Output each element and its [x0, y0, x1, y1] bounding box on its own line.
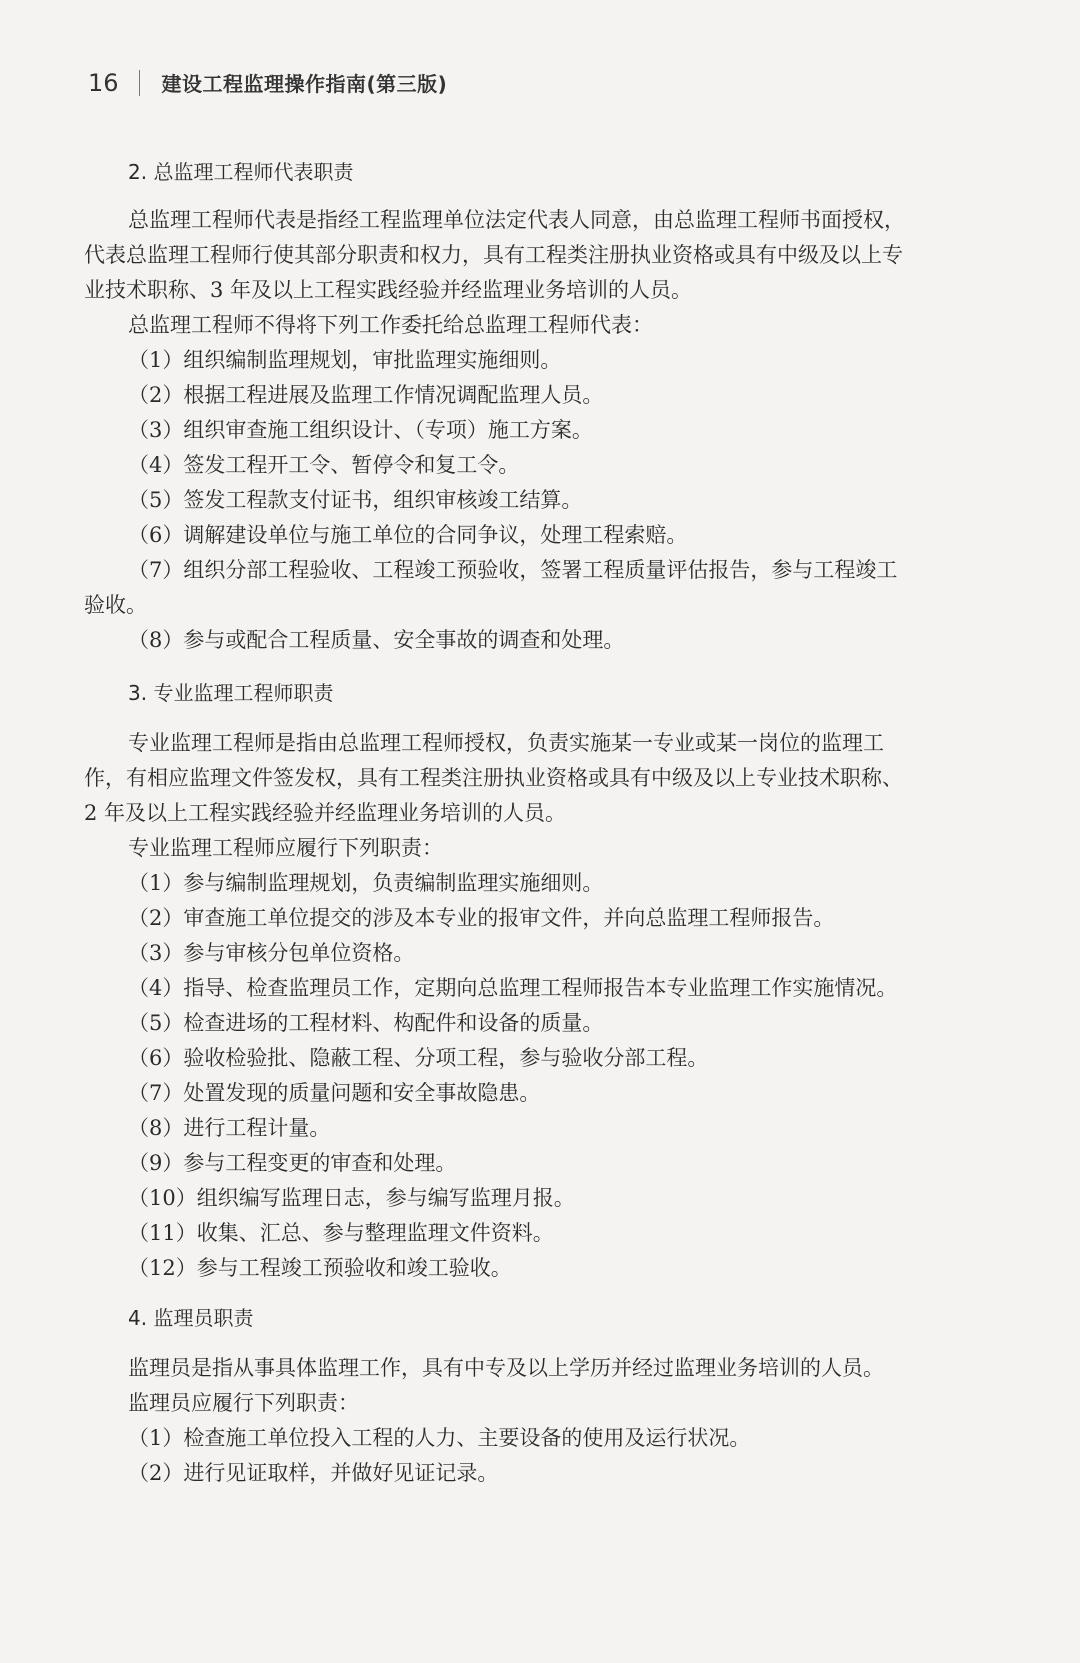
list-item: （11）收集、汇总、参与整理监理文件资料。 [128, 1221, 554, 1245]
list-item: （5）签发工程款支付证书，组织审核竣工结算。 [128, 488, 583, 512]
section-2-title: 2. 总监理工程师代表职责 [128, 160, 354, 184]
paragraph-line: 业技术职称、3 年及以上工程实践经验并经监理业务培训的人员。 [84, 278, 693, 302]
running-header [88, 68, 447, 97]
list-item: （9）参与工程变更的审查和处理。 [128, 1151, 457, 1175]
list-item: （5）检查进场的工程材料、构配件和设备的质量。 [128, 1011, 604, 1035]
list-item: （12）参与工程竣工预验收和竣工验收。 [128, 1256, 512, 1280]
list-item: （6）验收检验批、隐蔽工程、分项工程，参与验收分部工程。 [128, 1046, 709, 1070]
list-intro: 专业监理工程师应履行下列职责： [128, 836, 443, 860]
paragraph-line: 监理员是指从事具体监理工作，具有中专及以上学历并经过监理业务培训的人员。 [128, 1356, 884, 1380]
list-item-continuation: 验收。 [84, 593, 147, 617]
section-3-title: 3. 专业监理工程师职责 [128, 681, 334, 705]
list-item: （1）检查施工单位投入工程的人力、主要设备的使用及运行状况。 [128, 1426, 751, 1450]
list-item: （4）签发工程开工令、暂停令和复工令。 [128, 453, 520, 477]
list-item: （3）组织审查施工组织设计、（专项）施工方案。 [128, 418, 593, 442]
page-number: 16 [88, 68, 119, 97]
paragraph-line: 2 年及以上工程实践经验并经监理业务培训的人员。 [84, 801, 567, 825]
header-divider [139, 70, 140, 96]
paragraph-line: 总监理工程师代表是指经工程监理单位法定代表人同意，由总监理工程师书面授权， [128, 208, 905, 232]
list-item: （7）处置发现的质量问题和安全事故隐患。 [128, 1081, 541, 1105]
list-intro: 监理员应履行下列职责： [128, 1391, 359, 1415]
book-title: 建设工程监理操作指南(第三版) [161, 72, 448, 96]
list-item: （1）组织编制监理规划，审批监理实施细则。 [128, 348, 562, 372]
paragraph-line: 作，有相应监理文件签发权，具有工程类注册执业资格或具有中级及以上专业技术职称、 [84, 766, 903, 790]
paragraph-line: 代表总监理工程师行使其部分职责和权力，具有工程类注册执业资格或具有中级及以上专 [84, 243, 903, 267]
list-item: （8）参与或配合工程质量、安全事故的调查和处理。 [128, 628, 625, 652]
list-item: （4）指导、检查监理员工作，定期向总监理工程师报告本专业监理工作实施情况。 [128, 976, 898, 1000]
list-intro: 总监理工程师不得将下列工作委托给总监理工程师代表： [128, 313, 653, 337]
list-item: （8）进行工程计量。 [128, 1116, 331, 1140]
paragraph-line: 专业监理工程师是指由总监理工程师授权，负责实施某一专业或某一岗位的监理工 [128, 731, 884, 755]
list-item: （1）参与编制监理规划，负责编制监理实施细则。 [128, 871, 604, 895]
list-item: （6）调解建设单位与施工单位的合同争议，处理工程索赔。 [128, 523, 688, 547]
list-item: （3）参与审核分包单位资格。 [128, 941, 415, 965]
list-item: （2）根据工程进展及监理工作情况调配监理人员。 [128, 383, 604, 407]
list-item: （7）组织分部工程验收、工程竣工预验收，签署工程质量评估报告，参与工程竣工 [128, 558, 898, 582]
list-item: （2）审查施工单位提交的涉及本专业的报审文件，并向总监理工程师报告。 [128, 906, 835, 930]
list-item: （2）进行见证取样，并做好见证记录。 [128, 1461, 499, 1485]
section-4-title: 4. 监理员职责 [128, 1306, 254, 1330]
list-item: （10）组织编写监理日志，参与编写监理月报。 [128, 1186, 575, 1210]
